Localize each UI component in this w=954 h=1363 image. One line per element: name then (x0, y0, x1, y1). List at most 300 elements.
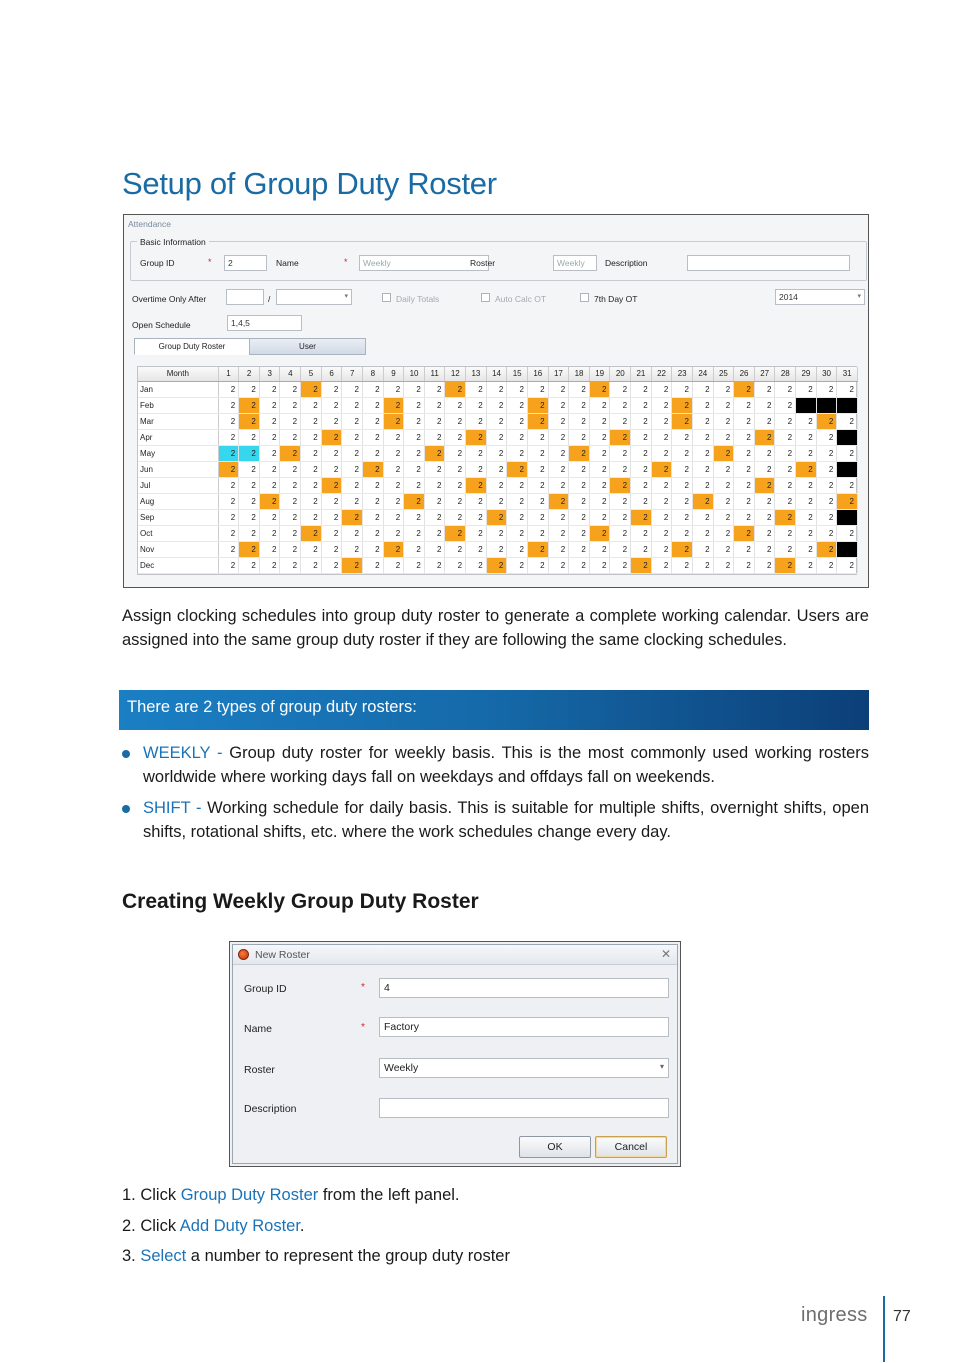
day-cell[interactable]: 2 (713, 525, 734, 541)
day-cell[interactable]: 2 (569, 413, 590, 429)
day-cell[interactable]: 2 (589, 557, 610, 573)
day-cell[interactable]: 2 (527, 557, 548, 573)
day-cell[interactable]: 2 (404, 461, 425, 477)
day-cell[interactable]: 2 (486, 381, 507, 397)
day-cell[interactable]: 2 (362, 525, 383, 541)
day-cell[interactable]: 2 (424, 445, 445, 461)
day-cell[interactable]: 2 (651, 557, 672, 573)
day-cell[interactable]: 2 (280, 413, 301, 429)
day-cell[interactable]: 2 (775, 397, 796, 413)
day-cell[interactable]: 2 (218, 477, 239, 493)
day-cell[interactable]: 2 (404, 541, 425, 557)
day-cell[interactable]: 2 (383, 429, 404, 445)
day-cell[interactable]: 2 (301, 429, 322, 445)
day-cell[interactable]: 2 (507, 541, 528, 557)
day-cell[interactable]: 2 (548, 413, 569, 429)
day-cell[interactable]: 2 (424, 525, 445, 541)
day-cell[interactable]: 2 (321, 493, 342, 509)
day-cell[interactable]: 2 (589, 397, 610, 413)
day-cell[interactable]: 2 (362, 413, 383, 429)
day-cell[interactable]: 2 (507, 477, 528, 493)
day-cell[interactable]: 2 (342, 413, 363, 429)
day-cell[interactable]: 2 (259, 509, 280, 525)
day-cell[interactable]: 2 (713, 493, 734, 509)
day-cell[interactable]: 2 (527, 413, 548, 429)
open-schedule-field[interactable]: 1,4,5 (227, 315, 302, 331)
group-duty-roster-link[interactable]: Group Duty Roster (180, 1186, 319, 1204)
day-cell[interactable]: 2 (259, 557, 280, 573)
day-cell[interactable]: 2 (692, 541, 713, 557)
day-cell[interactable]: 2 (280, 397, 301, 413)
overtime-dropdown[interactable] (276, 289, 352, 305)
day-cell[interactable]: 2 (713, 429, 734, 445)
day-cell[interactable]: 2 (321, 381, 342, 397)
day-cell[interactable]: 2 (527, 461, 548, 477)
day-cell[interactable]: 2 (672, 397, 693, 413)
day-cell[interactable]: 2 (362, 541, 383, 557)
day-cell[interactable]: 2 (692, 525, 713, 541)
group-id-field[interactable]: 2 (224, 255, 267, 271)
day-cell[interactable]: 2 (631, 541, 652, 557)
day-cell[interactable]: 2 (775, 541, 796, 557)
day-cell[interactable]: 2 (610, 509, 631, 525)
day-cell[interactable]: 2 (321, 509, 342, 525)
day-cell[interactable]: 2 (796, 381, 817, 397)
day-cell[interactable]: 2 (775, 509, 796, 525)
day-cell[interactable]: 2 (837, 445, 858, 461)
day-cell[interactable]: 2 (589, 509, 610, 525)
day-cell[interactable]: 2 (466, 557, 487, 573)
day-cell[interactable]: 2 (713, 509, 734, 525)
day-cell[interactable]: 2 (383, 461, 404, 477)
day-cell[interactable]: 2 (631, 525, 652, 541)
day-cell[interactable]: 2 (672, 381, 693, 397)
day-cell[interactable]: 2 (404, 509, 425, 525)
daily-totals-checkbox[interactable] (382, 293, 391, 302)
day-cell[interactable]: 2 (734, 429, 755, 445)
day-cell[interactable]: 2 (466, 541, 487, 557)
day-cell[interactable]: 2 (301, 557, 322, 573)
day-cell[interactable]: 2 (610, 429, 631, 445)
day-cell[interactable]: 2 (713, 381, 734, 397)
day-cell[interactable]: 2 (466, 493, 487, 509)
day-cell[interactable]: 2 (218, 541, 239, 557)
day-cell[interactable]: 2 (362, 461, 383, 477)
day-cell[interactable]: 2 (527, 429, 548, 445)
day-cell[interactable]: 2 (713, 413, 734, 429)
ok-button[interactable]: OK (519, 1136, 591, 1158)
day-cell[interactable]: 2 (610, 493, 631, 509)
day-cell[interactable]: 2 (548, 509, 569, 525)
day-cell[interactable]: 2 (713, 445, 734, 461)
day-cell[interactable]: 2 (589, 477, 610, 493)
select-link[interactable]: Select (140, 1247, 187, 1265)
day-cell[interactable]: 2 (631, 461, 652, 477)
day-cell[interactable]: 2 (631, 381, 652, 397)
day-cell[interactable]: 2 (569, 397, 590, 413)
day-cell[interactable]: 2 (754, 381, 775, 397)
day-cell[interactable]: 2 (610, 445, 631, 461)
day-cell[interactable]: 2 (631, 493, 652, 509)
day-cell[interactable]: 2 (301, 509, 322, 525)
day-cell[interactable]: 2 (404, 413, 425, 429)
day-cell[interactable]: 2 (383, 541, 404, 557)
day-cell[interactable]: 2 (672, 557, 693, 573)
name-field[interactable]: Factory (379, 1017, 669, 1037)
day-cell[interactable]: 2 (259, 493, 280, 509)
day-cell[interactable]: 2 (424, 509, 445, 525)
day-cell[interactable]: 2 (754, 397, 775, 413)
day-cell[interactable]: 2 (486, 413, 507, 429)
day-cell[interactable]: 2 (631, 413, 652, 429)
day-cell[interactable]: 2 (445, 493, 466, 509)
day-cell[interactable]: 2 (507, 413, 528, 429)
day-cell[interactable]: 2 (507, 397, 528, 413)
day-cell[interactable]: 2 (837, 525, 858, 541)
day-cell[interactable]: 2 (486, 557, 507, 573)
day-cell[interactable]: 2 (569, 461, 590, 477)
day-cell[interactable]: 2 (816, 493, 837, 509)
day-cell[interactable]: 2 (672, 445, 693, 461)
day-cell[interactable]: 2 (527, 493, 548, 509)
day-cell[interactable]: 2 (362, 429, 383, 445)
day-cell[interactable]: 2 (218, 461, 239, 477)
day-cell[interactable]: 2 (321, 525, 342, 541)
day-cell[interactable]: 2 (486, 429, 507, 445)
tab-user[interactable]: User (249, 338, 366, 355)
day-cell[interactable]: 2 (218, 429, 239, 445)
day-cell[interactable]: 2 (445, 557, 466, 573)
day-cell[interactable]: 2 (424, 557, 445, 573)
day-cell[interactable]: 2 (424, 461, 445, 477)
day-cell[interactable]: 2 (754, 557, 775, 573)
day-cell[interactable]: 2 (713, 461, 734, 477)
day-cell[interactable]: 2 (218, 413, 239, 429)
day-cell[interactable]: 2 (445, 381, 466, 397)
day-cell[interactable] (796, 397, 817, 413)
day-cell[interactable]: 2 (218, 445, 239, 461)
day-cell[interactable]: 2 (383, 493, 404, 509)
day-cell[interactable]: 2 (259, 413, 280, 429)
day-cell[interactable]: 2 (734, 445, 755, 461)
day-cell[interactable]: 2 (672, 493, 693, 509)
day-cell[interactable]: 2 (301, 445, 322, 461)
day-cell[interactable]: 2 (239, 461, 260, 477)
day-cell[interactable]: 2 (342, 525, 363, 541)
day-cell[interactable]: 2 (548, 397, 569, 413)
description-field[interactable] (687, 255, 850, 271)
day-cell[interactable]: 2 (280, 477, 301, 493)
day-cell[interactable]: 2 (816, 429, 837, 445)
day-cell[interactable]: 2 (259, 525, 280, 541)
day-cell[interactable]: 2 (301, 541, 322, 557)
day-cell[interactable]: 2 (486, 509, 507, 525)
day-cell[interactable]: 2 (631, 477, 652, 493)
day-cell[interactable]: 2 (734, 557, 755, 573)
day-cell[interactable]: 2 (342, 397, 363, 413)
day-cell[interactable]: 2 (259, 397, 280, 413)
day-cell[interactable]: 2 (486, 477, 507, 493)
day-cell[interactable]: 2 (404, 445, 425, 461)
day-cell[interactable]: 2 (734, 493, 755, 509)
day-cell[interactable]: 2 (589, 541, 610, 557)
day-cell[interactable]: 2 (610, 477, 631, 493)
day-cell[interactable]: 2 (218, 525, 239, 541)
day-cell[interactable]: 2 (775, 429, 796, 445)
day-cell[interactable]: 2 (301, 461, 322, 477)
day-cell[interactable]: 2 (651, 477, 672, 493)
day-cell[interactable]: 2 (239, 541, 260, 557)
day-cell[interactable]: 2 (651, 381, 672, 397)
day-cell[interactable]: 2 (507, 493, 528, 509)
day-cell[interactable]: 2 (796, 557, 817, 573)
day-cell[interactable]: 2 (589, 493, 610, 509)
day-cell[interactable]: 2 (362, 381, 383, 397)
day-cell[interactable]: 2 (342, 445, 363, 461)
day-cell[interactable]: 2 (424, 541, 445, 557)
day-cell[interactable]: 2 (713, 557, 734, 573)
day-cell[interactable]: 2 (569, 509, 590, 525)
day-cell[interactable]: 2 (734, 541, 755, 557)
day-cell[interactable]: 2 (280, 493, 301, 509)
day-cell[interactable]: 2 (692, 445, 713, 461)
day-cell[interactable]: 2 (837, 381, 858, 397)
day-cell[interactable]: 2 (321, 413, 342, 429)
day-cell[interactable]: 2 (259, 461, 280, 477)
cancel-button[interactable]: Cancel (595, 1136, 667, 1158)
day-cell[interactable]: 2 (383, 509, 404, 525)
day-cell[interactable]: 2 (280, 525, 301, 541)
day-cell[interactable]: 2 (239, 493, 260, 509)
day-cell[interactable]: 2 (445, 429, 466, 445)
day-cell[interactable]: 2 (610, 381, 631, 397)
day-cell[interactable]: 2 (445, 509, 466, 525)
day-cell[interactable]: 2 (589, 461, 610, 477)
day-cell[interactable]: 2 (424, 413, 445, 429)
day-cell[interactable]: 2 (589, 381, 610, 397)
day-cell[interactable]: 2 (218, 509, 239, 525)
day-cell[interactable]: 2 (507, 429, 528, 445)
day-cell[interactable]: 2 (734, 477, 755, 493)
day-cell[interactable]: 2 (383, 381, 404, 397)
day-cell[interactable]: 2 (280, 381, 301, 397)
day-cell[interactable] (837, 429, 858, 445)
day-cell[interactable]: 2 (280, 445, 301, 461)
day-cell[interactable]: 2 (816, 509, 837, 525)
day-cell[interactable]: 2 (404, 525, 425, 541)
day-cell[interactable]: 2 (796, 445, 817, 461)
day-cell[interactable]: 2 (569, 557, 590, 573)
day-cell[interactable]: 2 (569, 429, 590, 445)
day-cell[interactable]: 2 (507, 461, 528, 477)
day-cell[interactable]: 2 (775, 461, 796, 477)
tab-group-duty-roster[interactable]: Group Duty Roster (134, 338, 250, 355)
day-cell[interactable]: 2 (321, 445, 342, 461)
day-cell[interactable]: 2 (445, 541, 466, 557)
day-cell[interactable]: 2 (734, 525, 755, 541)
day-cell[interactable]: 2 (342, 541, 363, 557)
day-cell[interactable]: 2 (692, 429, 713, 445)
name-field[interactable]: Weekly (359, 255, 489, 271)
day-cell[interactable]: 2 (672, 541, 693, 557)
close-icon[interactable]: ✕ (660, 947, 671, 961)
day-cell[interactable]: 2 (754, 445, 775, 461)
day-cell[interactable]: 2 (775, 493, 796, 509)
day-cell[interactable]: 2 (692, 509, 713, 525)
day-cell[interactable]: 2 (445, 445, 466, 461)
day-cell[interactable]: 2 (754, 493, 775, 509)
day-cell[interactable]: 2 (775, 557, 796, 573)
day-cell[interactable]: 2 (342, 509, 363, 525)
day-cell[interactable]: 2 (466, 477, 487, 493)
day-cell[interactable]: 2 (507, 525, 528, 541)
overtime-hours-field[interactable] (226, 289, 264, 305)
day-cell[interactable]: 2 (589, 429, 610, 445)
day-cell[interactable]: 2 (796, 541, 817, 557)
day-cell[interactable]: 2 (692, 557, 713, 573)
day-cell[interactable]: 2 (342, 461, 363, 477)
day-cell[interactable]: 2 (796, 477, 817, 493)
day-cell[interactable]: 2 (775, 445, 796, 461)
day-cell[interactable]: 2 (404, 381, 425, 397)
day-cell[interactable]: 2 (362, 445, 383, 461)
day-cell[interactable]: 2 (548, 493, 569, 509)
day-cell[interactable]: 2 (404, 557, 425, 573)
day-cell[interactable] (816, 397, 837, 413)
day-cell[interactable]: 2 (218, 381, 239, 397)
day-cell[interactable]: 2 (610, 461, 631, 477)
add-duty-roster-link[interactable]: Add Duty Roster (179, 1217, 300, 1235)
day-cell[interactable]: 2 (280, 429, 301, 445)
day-cell[interactable]: 2 (218, 557, 239, 573)
day-cell[interactable]: 2 (713, 477, 734, 493)
day-cell[interactable]: 2 (548, 557, 569, 573)
day-cell[interactable]: 2 (692, 397, 713, 413)
day-cell[interactable]: 2 (527, 477, 548, 493)
day-cell[interactable]: 2 (362, 477, 383, 493)
day-cell[interactable] (837, 461, 858, 477)
day-cell[interactable]: 2 (259, 381, 280, 397)
day-cell[interactable]: 2 (754, 413, 775, 429)
day-cell[interactable]: 2 (816, 445, 837, 461)
day-cell[interactable]: 2 (651, 493, 672, 509)
day-cell[interactable]: 2 (651, 461, 672, 477)
day-cell[interactable]: 2 (672, 525, 693, 541)
day-cell[interactable]: 2 (631, 557, 652, 573)
day-cell[interactable]: 2 (692, 477, 713, 493)
day-cell[interactable]: 2 (589, 525, 610, 541)
day-cell[interactable]: 2 (486, 541, 507, 557)
day-cell[interactable] (837, 397, 858, 413)
day-cell[interactable]: 2 (239, 445, 260, 461)
day-cell[interactable]: 2 (569, 493, 590, 509)
day-cell[interactable]: 2 (816, 461, 837, 477)
day-cell[interactable]: 2 (342, 429, 363, 445)
day-cell[interactable]: 2 (713, 397, 734, 413)
day-cell[interactable]: 2 (548, 381, 569, 397)
day-cell[interactable]: 2 (362, 509, 383, 525)
day-cell[interactable]: 2 (672, 461, 693, 477)
day-cell[interactable]: 2 (301, 413, 322, 429)
day-cell[interactable]: 2 (445, 397, 466, 413)
day-cell[interactable]: 2 (404, 493, 425, 509)
day-cell[interactable]: 2 (837, 477, 858, 493)
day-cell[interactable]: 2 (837, 413, 858, 429)
day-cell[interactable]: 2 (816, 381, 837, 397)
day-cell[interactable]: 2 (527, 509, 548, 525)
day-cell[interactable]: 2 (672, 429, 693, 445)
day-cell[interactable]: 2 (796, 509, 817, 525)
day-cell[interactable]: 2 (259, 429, 280, 445)
day-cell[interactable]: 2 (734, 413, 755, 429)
day-cell[interactable]: 2 (301, 493, 322, 509)
day-cell[interactable]: 2 (651, 525, 672, 541)
day-cell[interactable]: 2 (610, 557, 631, 573)
day-cell[interactable]: 2 (424, 493, 445, 509)
day-cell[interactable]: 2 (837, 493, 858, 509)
day-cell[interactable]: 2 (672, 477, 693, 493)
day-cell[interactable]: 2 (775, 477, 796, 493)
day-cell[interactable]: 2 (754, 429, 775, 445)
day-cell[interactable] (837, 541, 858, 557)
day-cell[interactable]: 2 (383, 397, 404, 413)
day-cell[interactable]: 2 (280, 509, 301, 525)
day-cell[interactable]: 2 (280, 557, 301, 573)
day-cell[interactable]: 2 (280, 541, 301, 557)
day-cell[interactable]: 2 (259, 541, 280, 557)
day-cell[interactable]: 2 (424, 429, 445, 445)
day-cell[interactable]: 2 (692, 493, 713, 509)
day-cell[interactable]: 2 (651, 413, 672, 429)
day-cell[interactable]: 2 (342, 477, 363, 493)
day-cell[interactable]: 2 (610, 397, 631, 413)
day-cell[interactable]: 2 (527, 541, 548, 557)
day-cell[interactable]: 2 (837, 557, 858, 573)
day-cell[interactable]: 2 (466, 381, 487, 397)
day-cell[interactable]: 2 (321, 429, 342, 445)
day-cell[interactable]: 2 (259, 445, 280, 461)
day-cell[interactable]: 2 (734, 397, 755, 413)
day-cell[interactable]: 2 (796, 525, 817, 541)
day-cell[interactable]: 2 (342, 493, 363, 509)
day-cell[interactable]: 2 (466, 429, 487, 445)
day-cell[interactable]: 2 (775, 525, 796, 541)
day-cell[interactable]: 2 (713, 541, 734, 557)
day-cell[interactable]: 2 (486, 445, 507, 461)
day-cell[interactable]: 2 (445, 525, 466, 541)
day-cell[interactable]: 2 (383, 413, 404, 429)
seventh-day-ot-checkbox[interactable] (580, 293, 589, 302)
day-cell[interactable]: 2 (239, 509, 260, 525)
day-cell[interactable]: 2 (589, 413, 610, 429)
day-cell[interactable]: 2 (424, 397, 445, 413)
day-cell[interactable]: 2 (301, 381, 322, 397)
day-cell[interactable]: 2 (734, 461, 755, 477)
day-cell[interactable]: 2 (321, 461, 342, 477)
day-cell[interactable]: 2 (280, 461, 301, 477)
day-cell[interactable]: 2 (466, 461, 487, 477)
day-cell[interactable]: 2 (796, 413, 817, 429)
day-cell[interactable]: 2 (589, 445, 610, 461)
day-cell[interactable]: 2 (218, 397, 239, 413)
day-cell[interactable]: 2 (569, 525, 590, 541)
day-cell[interactable]: 2 (672, 413, 693, 429)
day-cell[interactable]: 2 (507, 557, 528, 573)
day-cell[interactable]: 2 (548, 477, 569, 493)
day-cell[interactable]: 2 (631, 397, 652, 413)
day-cell[interactable]: 2 (362, 493, 383, 509)
day-cell[interactable]: 2 (631, 429, 652, 445)
